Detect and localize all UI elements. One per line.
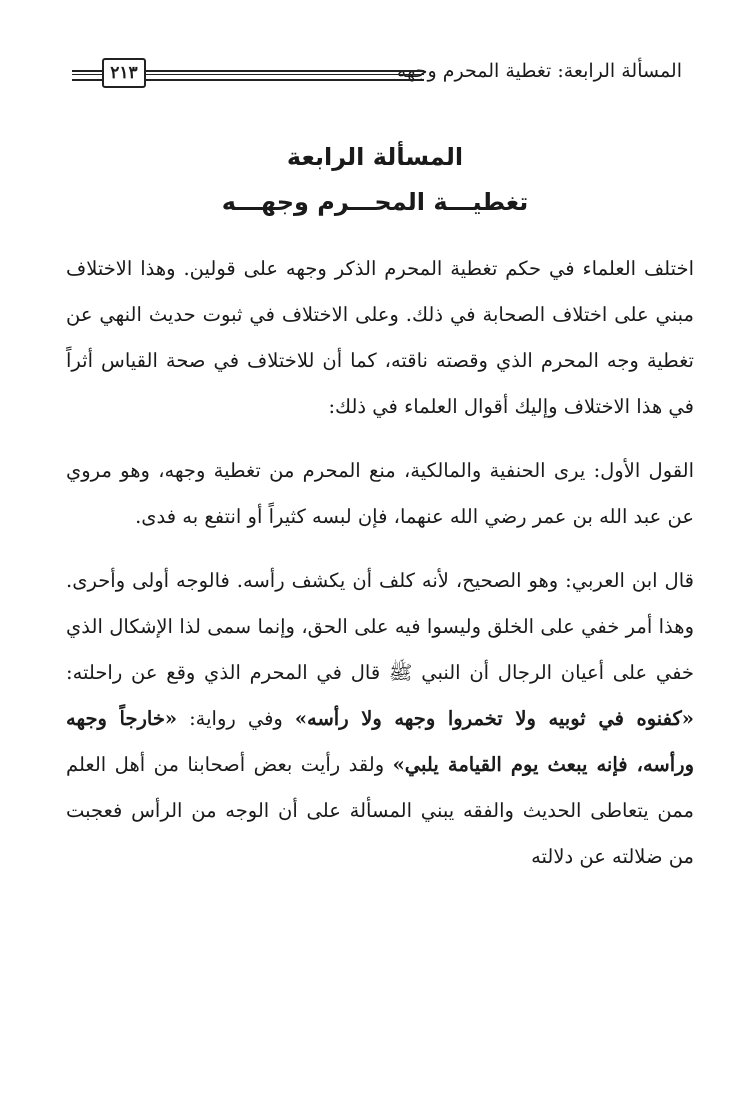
- hadith-quote-2: «خارجاً وجهه ورأسه، فإنه يبعث يوم القيامة يلبي»: [66, 707, 694, 776]
- hadith-quote-1: «كفنوه في ثوبيه ولا تخمروا وجهه ولا رأسه»: [294, 707, 694, 730]
- ibn-arabi-text-b: وفي رواية:: [177, 707, 295, 730]
- paragraph-intro: اختلف العلماء في حكم تغطية المحرم الذكر وجهه على قولين. وهذا الاختلاف مبني على اختلاف الصحابة في ذلك. وعلى الاختلاف في ثبوت حديث النهي عن تغطية وجه المحرم الذي وقصته ناقته، كما أن للاختلاف في صحة القياس أثراً في هذا الاختلاف وإليك أقوال العلماء في ذلك:: [66, 257, 694, 418]
- body-text: [66, 246, 694, 880]
- ibn-arabi-text-c: ولقد رأيت بعض أصحابنا من أهل العلم ممن يتعاطى الحديث والفقه يبني المسألة على أن الوجه من الرأس فعجبت من ضلالته عن دلالته: [66, 753, 694, 868]
- chapter-subtitle: تغطيـــة المحـــرم وجهـــه: [221, 188, 529, 216]
- paragraph-first-opinion: القول الأول: يرى الحنفية والمالكية، منع المحرم من تغطية وجهه، وهو مروي عن عبد الله بن عمر رضي الله عنهما، فإن لبسه كثيراً أو انتفع به فدى.: [66, 459, 694, 528]
- header-rule-right: [144, 70, 424, 81]
- chapter-title: المسألة الرابعة: [286, 143, 464, 171]
- header-rule-left: [72, 70, 102, 81]
- running-title: المسألة الرابعة: تغطية المحرم وجهه: [396, 60, 682, 82]
- page-number: ٢١٣: [102, 58, 146, 88]
- ibn-arabi-text-a: قال ابن العربي: وهو الصحيح، لأنه كلف أن يكشف رأسه. فالوجه أولى وأحرى. وهذا أمر خفي على الخلق وليسوا فيه على الحق، وإنما سمى لذا الإشكال الذي خفي على أعيان الرجال أن النبي ﷺ قال في المحرم الذي وقع عن راحلته:: [66, 569, 694, 684]
- running-header: [72, 58, 682, 92]
- paragraph-ibn-arabi: [66, 558, 694, 880]
